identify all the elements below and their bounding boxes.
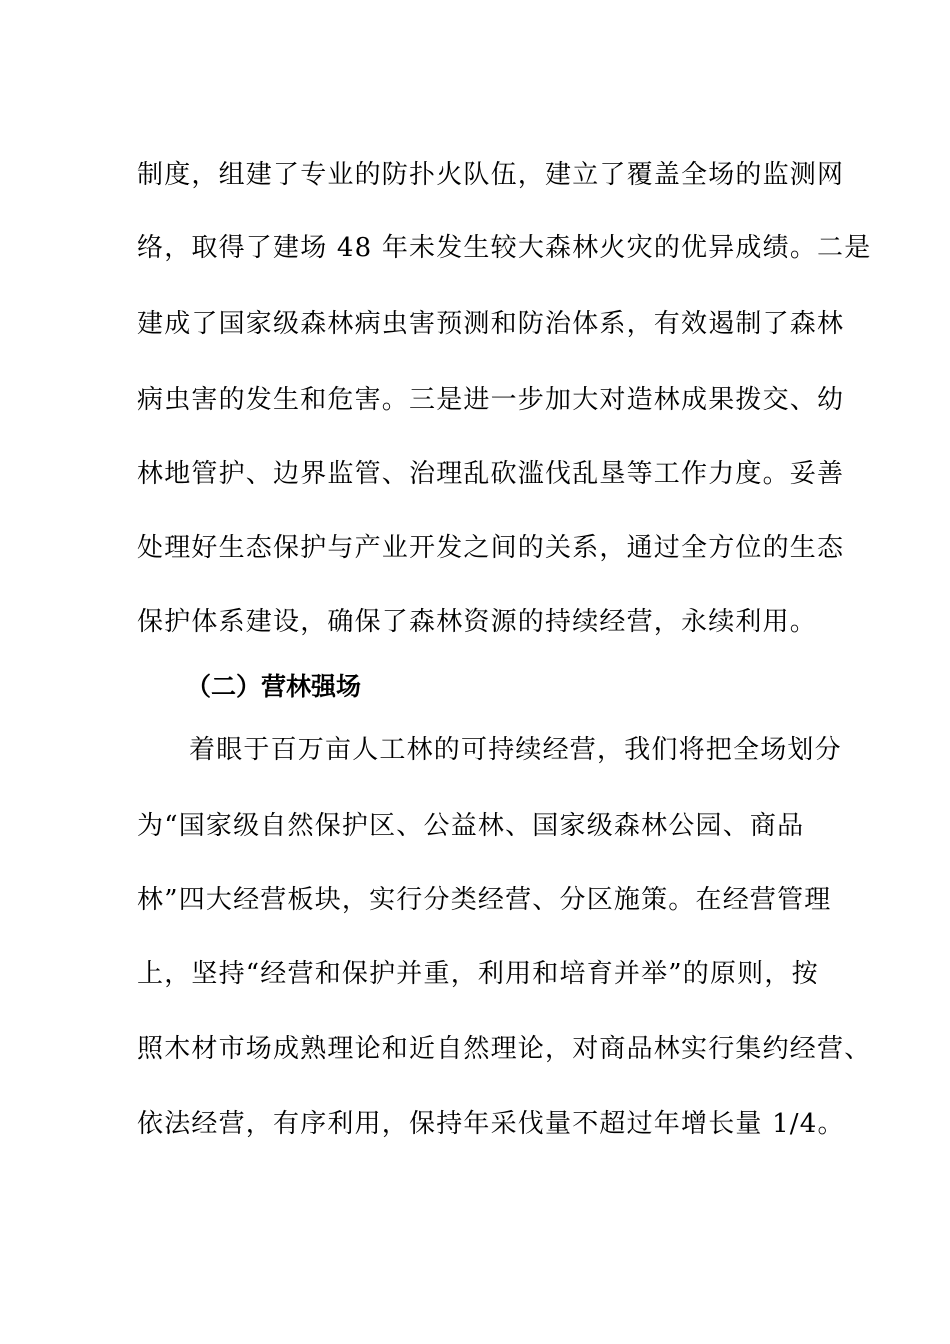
paragraph-line: 上，坚持“经营和保护并重，利用和培育并举”的原则，按 [137, 959, 819, 989]
paragraph-line: 为“国家级自然保护区、公益林、国家级森林公园、商品 [137, 811, 805, 841]
paragraph-line: 林”四大经营板块，实行分类经营、分区施策。在经营管理 [137, 885, 832, 915]
paragraph-line: 依法经营，有序利用，保持年采伐量不超过年增长量 1/4。 [137, 1109, 845, 1139]
paragraph-line: 照木材市场成熟理论和近自然理论，对商品林实行集约经营、 [137, 1034, 872, 1064]
paragraph-line: 制度，组建了专业的防扑火队伍，建立了覆盖全场的监测网 [137, 160, 845, 190]
paragraph-line: 林地管护、边界监管、治理乱砍滥伐乱垦等工作力度。妥善 [137, 459, 845, 489]
section-heading: （二）营林强场 [186, 672, 362, 701]
paragraph-line: 建成了国家级森林病虫害预测和防治体系，有效遏制了森林 [137, 309, 845, 339]
paragraph-line: 着眼于百万亩人工林的可持续经营，我们将把全场划分 [189, 735, 842, 765]
paragraph-line: 保护体系建设，确保了森林资源的持续经营，永续利用。 [137, 607, 818, 637]
paragraph-line: 病虫害的发生和危害。三是进一步加大对造林成果拨交、幼 [137, 385, 845, 415]
paragraph-line: 络，取得了建场 48 年未发生较大森林火灾的优异成绩。二是 [137, 233, 872, 263]
paragraph-line: 处理好生态保护与产业开发之间的关系，通过全方位的生态 [137, 533, 845, 563]
